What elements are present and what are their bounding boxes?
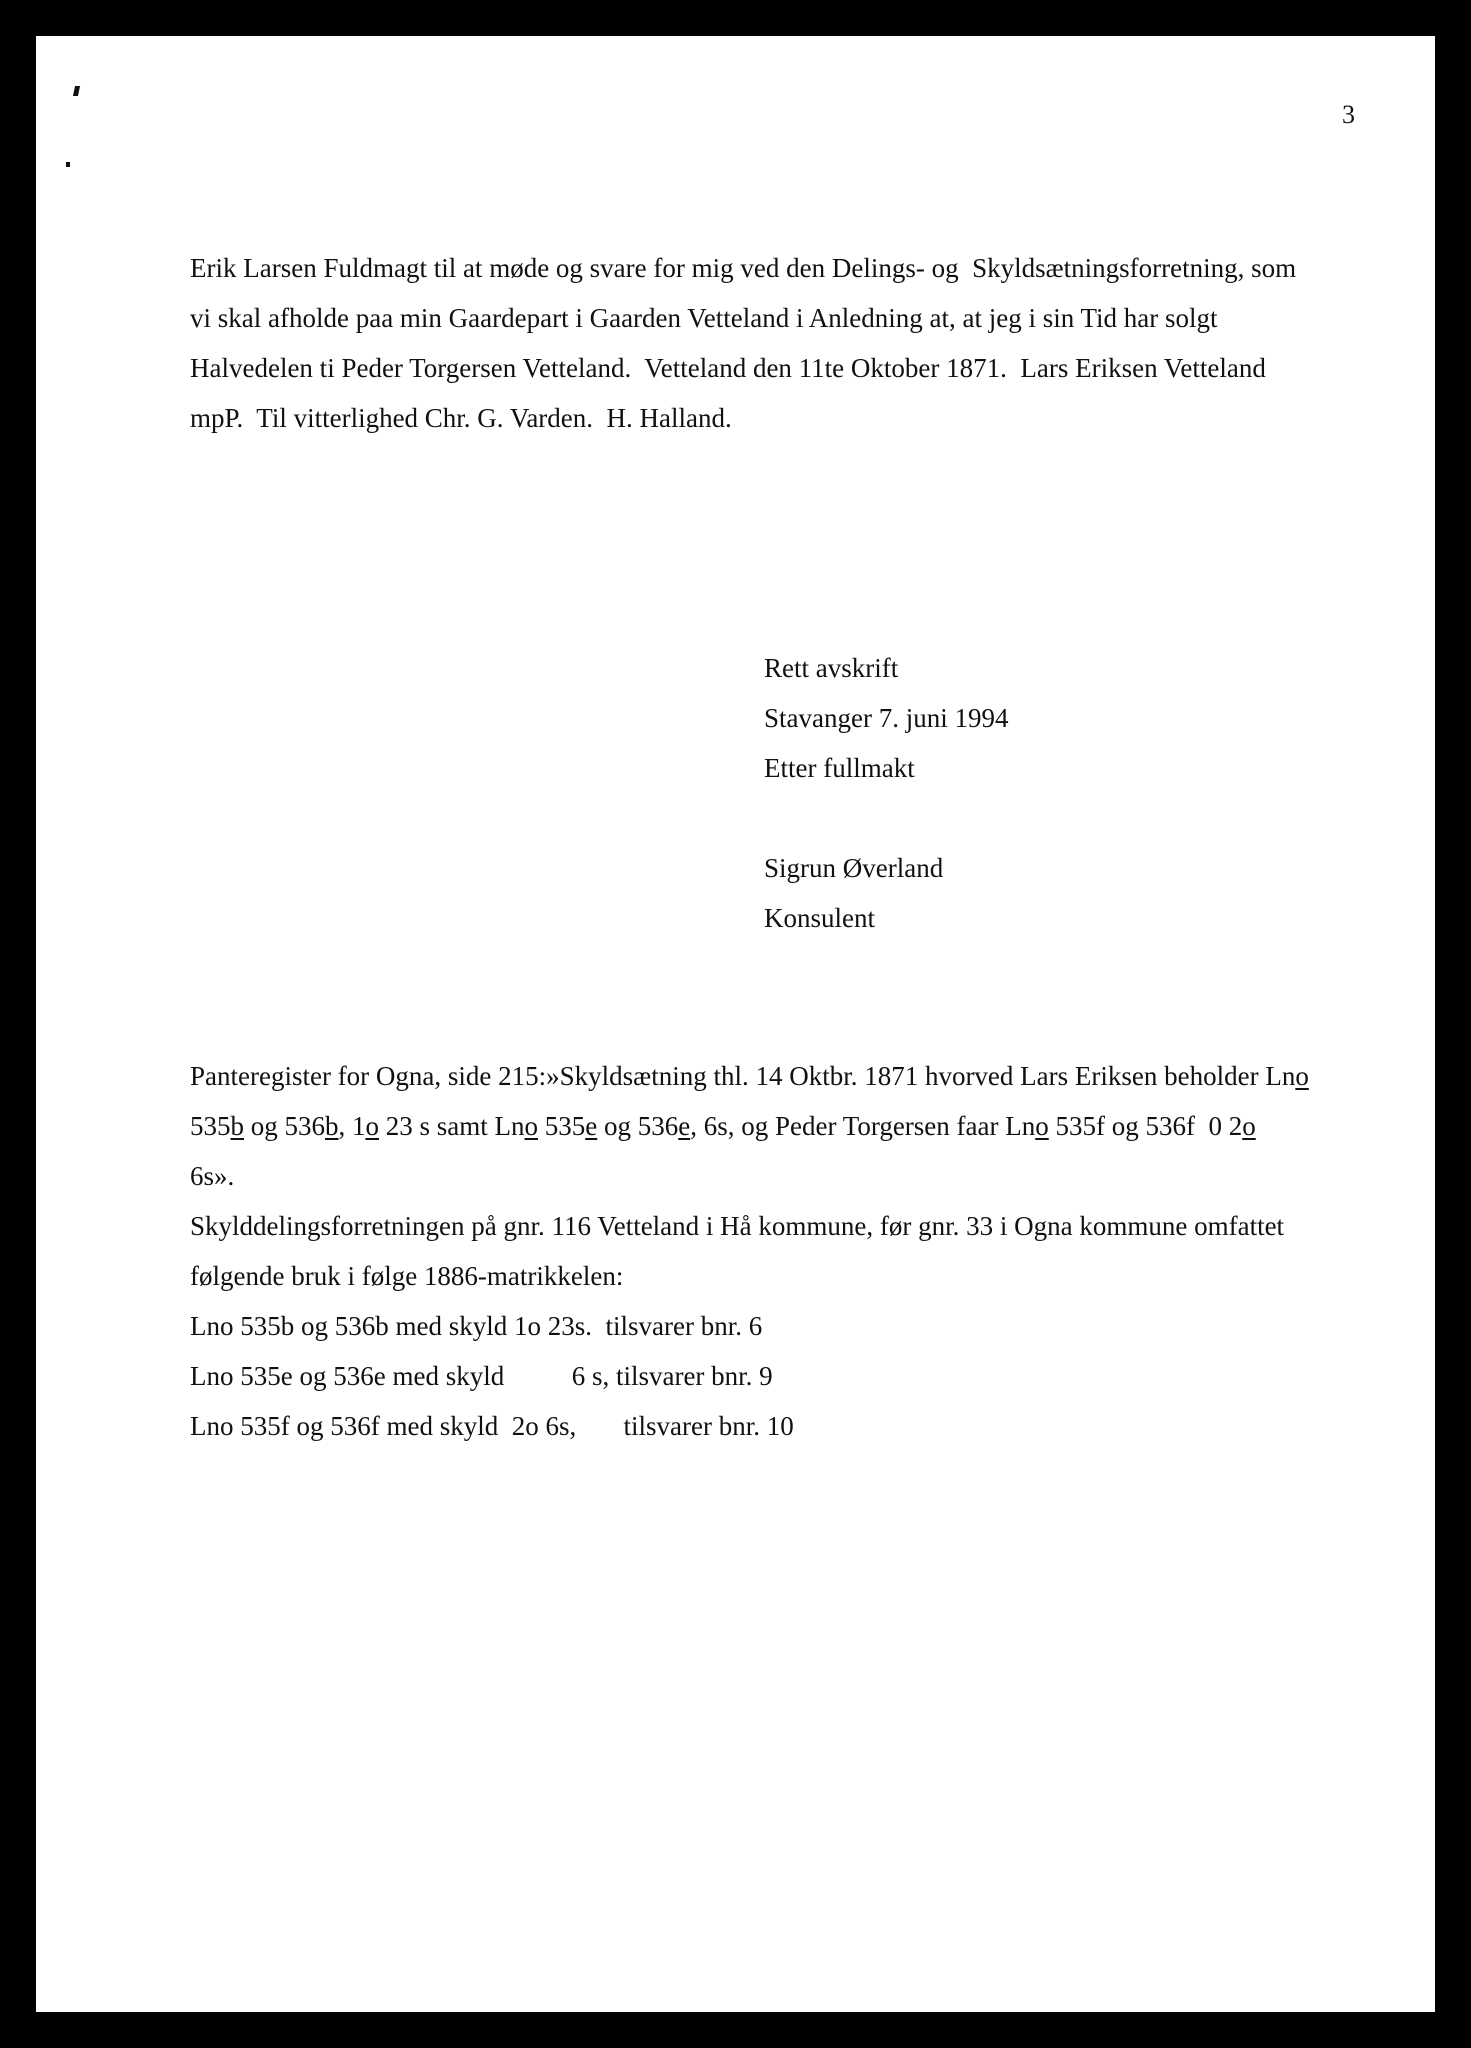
register-line: Lno 535f og 536f med skyld 2o 6s, tilsvarer bnr. 10 bbox=[190, 1411, 794, 1441]
register-line: Lno 535b og 536b med skyld 1o 23s. tilsvarer bnr. 6 bbox=[190, 1311, 763, 1341]
document-page bbox=[36, 36, 1435, 2012]
scan-mark bbox=[73, 86, 80, 96]
register-line: 535b og 536b, 1o 23 s samt Lno 535e og 536e, 6s, og Peder Torgersen faar Lno 535f og 536f 0 2o bbox=[190, 1111, 1256, 1141]
page-number: 3 bbox=[1342, 100, 1355, 129]
paragraph-line: mpP. Til vitterlighed Chr. G. Varden. H. Halland. bbox=[190, 403, 732, 433]
signature-line: Etter fullmakt bbox=[764, 753, 915, 783]
signature-line: Stavanger 7. juni 1994 bbox=[764, 703, 1009, 733]
register-line: Skylddelingsforretningen på gnr. 116 Vetteland i Hå kommune, før gnr. 33 i Ogna kommune omfattet bbox=[190, 1211, 1285, 1241]
register-line: Lno 535e og 536e med skyld 6 s, tilsvarer bnr. 9 bbox=[190, 1361, 773, 1391]
signature-name: Sigrun Øverland bbox=[764, 853, 944, 883]
signature-line: Rett avskrift bbox=[764, 653, 899, 683]
scan-mark bbox=[66, 162, 70, 167]
register-line: Panteregister for Ogna, side 215:»Skyldsætning thl. 14 Oktbr. 1871 hvorved Lars Eriksen beholder Lno bbox=[190, 1061, 1309, 1091]
register-line: 6s». bbox=[190, 1161, 235, 1191]
paragraph-line: Halvedelen ti Peder Torgersen Vetteland. Vetteland den 11te Oktober 1871. Lars Eriksen Vetteland bbox=[190, 353, 1266, 383]
register-line: følgende bruk i følge 1886-matrikkelen: bbox=[190, 1261, 624, 1291]
paragraph-line: Erik Larsen Fuldmagt til at møde og svare for mig ved den Delings- og Skyldsætningsforretning, som bbox=[190, 253, 1297, 283]
paragraph-line: vi skal afholde paa min Gaardepart i Gaarden Vetteland i Anledning at, at jeg i sin Tid har solgt bbox=[190, 303, 1218, 333]
signature-title: Konsulent bbox=[764, 903, 875, 933]
